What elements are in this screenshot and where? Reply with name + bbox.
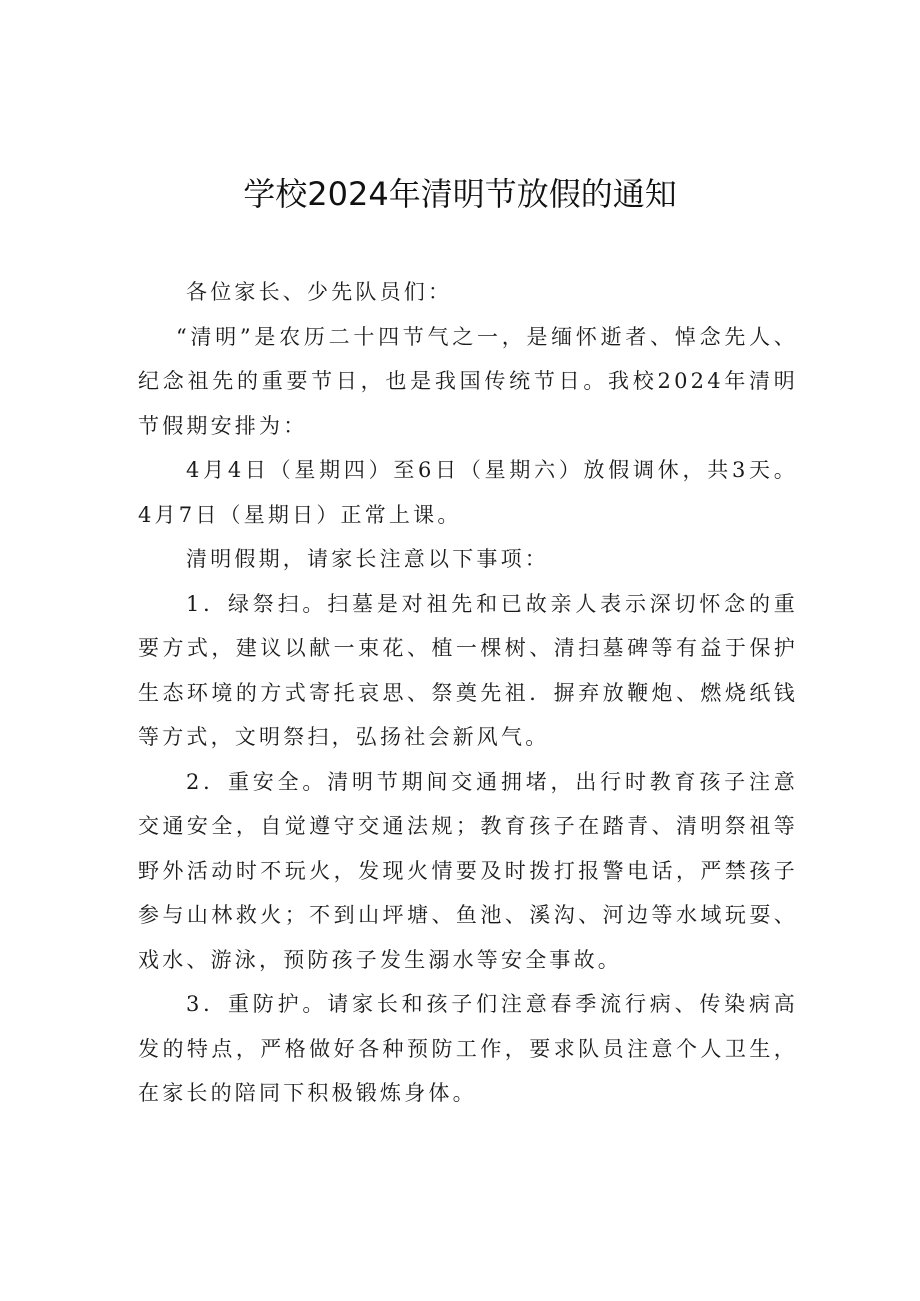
schedule-paragraph: 4月4日（星期四）至6日（星期六）放假调休，共3天。4月7日（星期日）正常上课。	[138, 458, 798, 527]
document-title: 学校2024年清明节放假的通知	[243, 175, 677, 213]
intro-paragraph: “清明”是农历二十四节气之一，是缅怀逝者、悼念先人、纪念祖先的重要节日，也是我国传统节日。我校2024年清明节假期安排为：	[138, 324, 798, 438]
salutation-paragraph: 各位家长、少先队员们：	[186, 280, 453, 304]
document-body	[138, 270, 798, 1116]
item-1-paragraph: 1．绿祭扫。扫墓是对祖先和已故亲人表示深切怀念的重要方式，建议以献一束花、植一棵树、清扫墓碑等有益于保护生态环境的方式寄托哀思、祭奠先祖．摒弃放鞭炮、燃烧纸钱等方式，文明祭扫，弘扬社会新风气。	[138, 591, 798, 749]
notice-lead-paragraph: 清明假期，请家长注意以下事项：	[186, 547, 549, 571]
item-3-paragraph: 3．重防护。请家长和孩子们注意春季流行病、传染病高发的特点，严格做好各种预防工作，要求队员注意个人卫生，在家长的陪同下积极锻炼身体。	[138, 992, 798, 1105]
item-2-paragraph: 2．重安全。清明节期间交通拥堵，出行时教育孩子注意交通安全，自觉遵守交通法规；教育孩子在踏青、清明祭祖等野外活动时不玩火，发现火情要及时拨打报警电话，严禁孩子参与山林救火；不到山坪塘、鱼池、溪沟、河边等水域玩耍、戏水、游泳，预防孩子发生溺水等安全事故。	[138, 769, 798, 972]
